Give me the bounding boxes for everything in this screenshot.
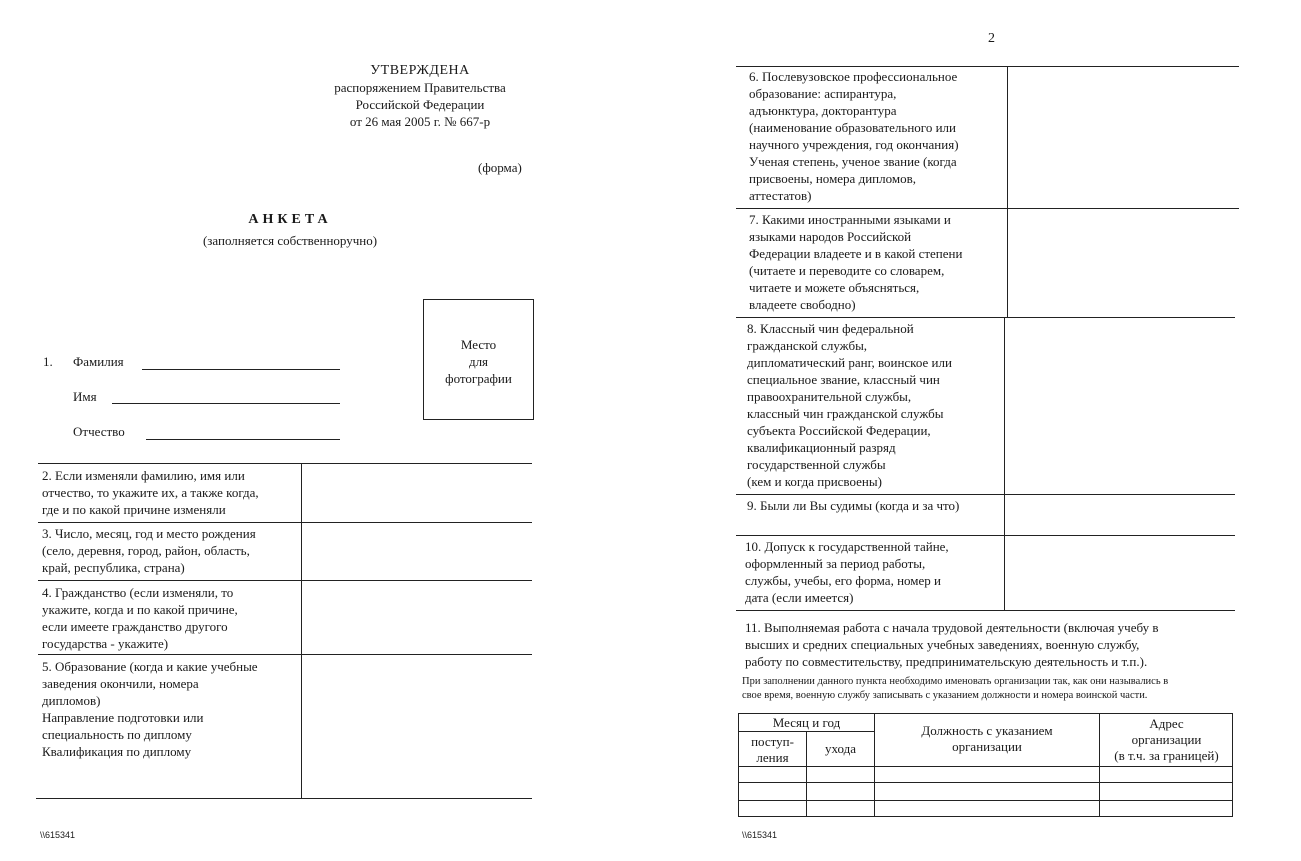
table-rule [738,731,874,732]
answer-field-10[interactable] [1005,536,1234,609]
header-position: Должность с указанием организации [921,723,1053,754]
section-number: 1. [43,354,53,369]
header-entry: поступ- ления [751,734,794,765]
approval-heading: УТВЕРЖДЕНА [370,63,470,78]
answer-field-7[interactable] [1008,209,1238,316]
answer-field-2[interactable] [302,464,531,521]
approval-block [300,62,540,130]
header-month-year: Месяц и год [772,715,841,730]
approval-line: от 26 мая 2005 г. № 667-р [349,114,491,129]
question-6: 6. Послевузовское профессиональное образование: аспирантура, адъюнктура, докторантура (наименование образовательного или научного учреждения, год окончания) Ученая степень, ученое звание (когда присвоены, номера дипломов, аттестатов) [749,69,959,203]
photo-text-line: фотографии [445,371,512,386]
photo-text-line: Место [460,337,497,352]
document-code: \\615341 [742,830,778,840]
question-7: 7. Какими иностранными языками и языками народов Российской Федерации владеете и в какой степени (читаете и переводите со словарем, читаете и можете объясняться, владеете свободно) [749,212,963,312]
question-5: 5. Образование (когда и какие учебные заведения окончили, номера дипломов) Направление подготовки или специальность по диплому Квалификация по диплому [42,659,258,759]
approval-line: Российской Федерации [355,97,485,112]
answer-field-8[interactable] [1005,318,1234,493]
answer-field-5[interactable] [302,655,531,797]
question-3: 3. Число, месяц, год и место рождения (село, деревня, город, район, область, край, республика, страна) [42,526,256,575]
table-row[interactable] [739,801,1232,816]
name-field[interactable] [112,403,340,404]
answer-field-9[interactable] [1005,495,1234,534]
header-exit: ухода [824,741,856,756]
patronymic-field[interactable] [146,439,340,440]
table-row[interactable] [739,783,1232,800]
approval-line: распоряжением Правительства [334,80,506,95]
answer-field-6[interactable] [1008,67,1238,207]
page-number: 2 [988,31,995,46]
question-8: 8. Классный чин федеральной гражданской службы, дипломатический ранг, воинское или специальное звание, классный чин правоохранительной службы, классный чин гражданской службы субъекта Российской Федерации, квалификационный разряд государственной службы (кем и когда присвоены) [747,321,952,489]
table-rule [736,610,1235,611]
question-4: 4. Гражданство (если изменяли, то укажите, когда и по какой причине, если имеете гражданство другого государства - укажите) [42,585,238,651]
question-2: 2. Если изменяли фамилию, имя или отчество, то укажите их, а также когда, где и по какой причине изменяли [42,468,259,517]
page-title: АНКЕТА [248,212,332,227]
patronymic-label: Отчество [73,424,125,439]
surname-label: Фамилия [73,354,124,369]
instruction-note: При заполнении данного пункта необходимо именовать организации так, как они назывались в свое время, военную службу записывать с указанием должности и номера воинской части. [742,676,1169,701]
answer-field-4[interactable] [302,581,531,653]
question-11: 11. Выполняемая работа с начала трудовой деятельности (включая учебу в высших и средних специальных учебных заведениях, военную службу, работу по совместительству, предпринимательскую деятельность и т.п.). [745,620,1159,669]
table-row[interactable] [739,767,1232,782]
name-label: Имя [73,389,97,404]
photo-placeholder-label [423,336,534,387]
question-10: 10. Допуск к государственной тайне, оформленный за период работы, службы, учебы, его форма, номер и дата (если имеется) [745,539,949,605]
header-address: Адрес организации (в т.ч. за границей) [1114,716,1219,763]
form-label: (форма) [478,160,522,175]
document-code: \\615341 [40,830,76,840]
photo-text-line: для [468,354,489,369]
table-rule [36,798,532,799]
question-9: 9. Были ли Вы судимы (когда и за что) [747,498,960,513]
page-subtitle: (заполняется собственноручно) [202,233,378,248]
surname-field[interactable] [142,369,340,370]
answer-field-3[interactable] [302,523,531,579]
